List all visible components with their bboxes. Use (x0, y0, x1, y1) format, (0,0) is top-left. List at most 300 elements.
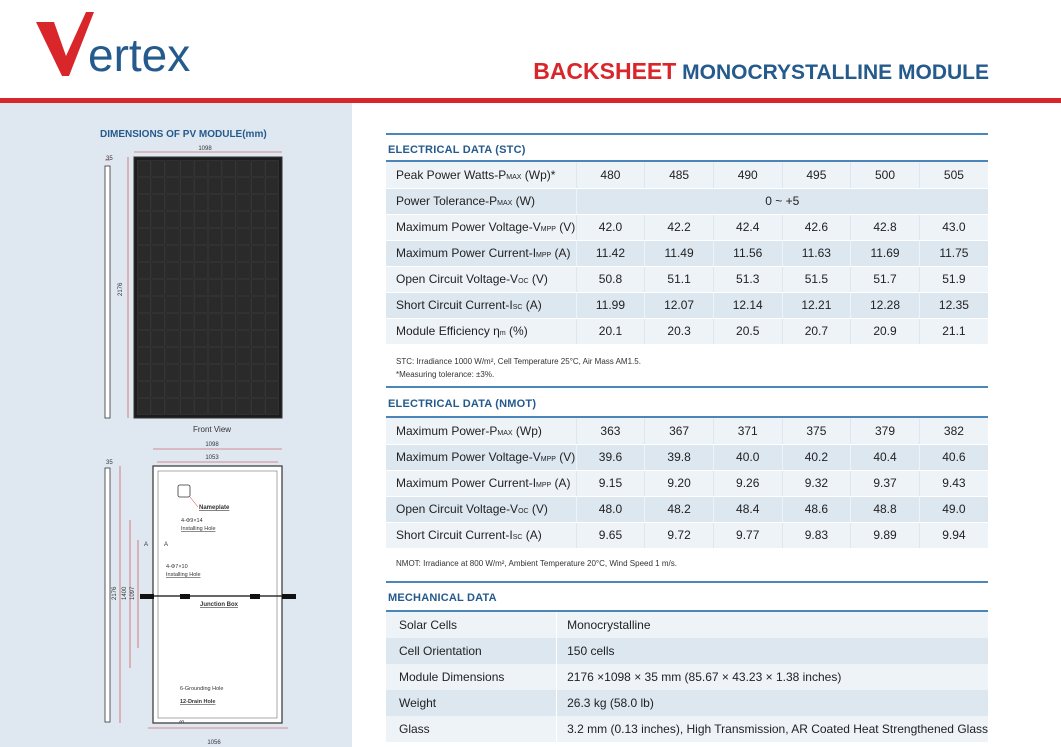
solar-cell (209, 229, 222, 245)
solar-cell (209, 365, 222, 381)
stc-row-label: Module Efficiency ηm (%) (386, 318, 576, 344)
solar-cell (180, 212, 193, 228)
solar-cell (223, 263, 236, 279)
nmot-value-cell: 9.15 (576, 470, 645, 496)
solar-cell (194, 365, 207, 381)
nmot-value-cell: 367 (645, 418, 714, 444)
stc-row (386, 318, 988, 344)
solar-cell (265, 382, 278, 398)
mechanical-value: 26.3 kg (58.0 lb) (557, 690, 988, 716)
mechanical-value: Monocrystalline (557, 612, 988, 638)
solar-cell (237, 195, 250, 211)
stc-value-cell: 42.2 (645, 214, 714, 240)
solar-cell (166, 195, 179, 211)
title-module-type: MONOCRYSTALLINE MODULE (682, 61, 989, 84)
mechanical-label: Weight (386, 690, 557, 716)
solar-cell (237, 297, 250, 313)
stc-value-cell: 42.0 (576, 214, 645, 240)
solar-cell (138, 195, 151, 211)
solar-cell (138, 229, 151, 245)
stc-heading: ELECTRICAL DATA (STC) (388, 144, 526, 156)
stc-value-cell: 11.69 (851, 240, 920, 266)
front-width-label: 1098 (198, 146, 212, 152)
mechanical-row (386, 690, 988, 716)
nmot-value-cell: 40.2 (782, 444, 851, 470)
solar-cell (194, 314, 207, 330)
solar-cell (166, 178, 179, 194)
back-bottom-width-label: 1056 (207, 740, 221, 746)
stc-value-cell: 42.6 (782, 214, 851, 240)
solar-cell (138, 246, 151, 262)
solar-cell (237, 161, 250, 177)
solar-cell (265, 212, 278, 228)
stc-row-label: Short Circuit Current-ISC (A) (386, 292, 576, 318)
installing-hole-1-label: 4-Φ9×14 (181, 518, 203, 524)
stc-value-cell: 495 (782, 162, 851, 188)
front-view (105, 146, 282, 434)
solar-cell (166, 297, 179, 313)
nmot-value-cell: 39.8 (645, 444, 714, 470)
junction-box-label: Junction Box (200, 602, 239, 608)
solar-cell (265, 314, 278, 330)
stc-value-cell: 480 (576, 162, 645, 188)
solar-cell (251, 365, 264, 381)
solar-cell (223, 382, 236, 398)
solar-cell (166, 365, 179, 381)
mechanical-row (386, 612, 988, 638)
nmot-value-cell: 9.65 (576, 522, 645, 548)
mechanical-label: Solar Cells (386, 612, 557, 638)
solar-cell (138, 382, 151, 398)
stc-value-cell: 51.3 (713, 266, 782, 292)
mechanical-table (386, 612, 988, 742)
stc-value-cell: 51.1 (645, 266, 714, 292)
solar-cell (209, 348, 222, 364)
solar-cell (223, 297, 236, 313)
mechanical-row (386, 638, 988, 664)
solar-cell (166, 212, 179, 228)
stc-value-cell: 20.7 (782, 318, 851, 344)
nmot-value-cell: 9.94 (919, 522, 988, 548)
solar-cell (166, 399, 179, 415)
solar-cell (209, 297, 222, 313)
nmot-row (386, 418, 988, 444)
solar-cell (138, 178, 151, 194)
stc-value-cell: 12.07 (645, 292, 714, 318)
solar-cell (251, 161, 264, 177)
back-height-label: 2176 (112, 586, 118, 600)
solar-cell (166, 314, 179, 330)
solar-cell (223, 365, 236, 381)
front-height-label: 2176 (118, 282, 124, 296)
solar-cell (237, 280, 250, 296)
stc-value-cell: 51.7 (851, 266, 920, 292)
nmot-value-cell: 9.37 (851, 470, 920, 496)
solar-cell (265, 280, 278, 296)
solar-cell (265, 365, 278, 381)
front-view-label: Front View (192, 425, 232, 434)
nmot-value-cell: 40.6 (919, 444, 988, 470)
solar-cell (251, 263, 264, 279)
solar-cell (223, 399, 236, 415)
front-thickness-label: 35 (106, 156, 113, 162)
solar-cell (251, 348, 264, 364)
nmot-row (386, 496, 988, 522)
solar-cell (166, 161, 179, 177)
stc-table (386, 162, 988, 345)
solar-cell (152, 331, 165, 347)
mechanical-row (386, 664, 988, 690)
stc-row-label: Maximum Power Current-IMPP (A) (386, 240, 576, 266)
stc-row-label: Peak Power Watts-PMAX (Wp)* (386, 162, 576, 188)
solar-cell (194, 280, 207, 296)
stc-value-cell: 12.35 (919, 292, 988, 318)
stc-value-cell: 12.14 (713, 292, 782, 318)
solar-cell (194, 399, 207, 415)
solar-cell (237, 348, 250, 364)
nmot-value-cell: 39.6 (576, 444, 645, 470)
solar-cell (138, 399, 151, 415)
stc-row (386, 188, 988, 214)
nmot-value-cell: 9.26 (713, 470, 782, 496)
solar-cell (265, 399, 278, 415)
nmot-row (386, 522, 988, 548)
solar-cell (251, 280, 264, 296)
stc-value-cell: 12.28 (851, 292, 920, 318)
solar-cell (138, 348, 151, 364)
stc-value-cell: 20.1 (576, 318, 645, 344)
installing-hole-1-caption: Installing Hole (181, 526, 216, 532)
solar-cell (138, 297, 151, 313)
solar-cell (265, 297, 278, 313)
nmot-row-label: Short Circuit Current-ISC (A) (386, 522, 576, 548)
solar-cell (152, 280, 165, 296)
solar-cell (223, 178, 236, 194)
mechanical-row (386, 716, 988, 742)
nmot-table (386, 418, 988, 549)
vertex-logo (36, 4, 256, 84)
solar-cell (237, 314, 250, 330)
solar-cell (209, 382, 222, 398)
solar-cell (237, 399, 250, 415)
installing-hole-2-label: 4-Φ7×10 (166, 564, 188, 570)
solar-cell (265, 229, 278, 245)
stc-value-cell: 11.75 (919, 240, 988, 266)
solar-cell (166, 246, 179, 262)
solar-cell (237, 263, 250, 279)
nmot-value-cell: 48.8 (851, 496, 920, 522)
solar-cell (265, 246, 278, 262)
nmot-value-cell: 371 (713, 418, 782, 444)
solar-cell (251, 297, 264, 313)
stc-row-label: Power Tolerance-PMAX (W) (386, 188, 576, 214)
stc-value-cell: 51.5 (782, 266, 851, 292)
stc-note-1: STC: Irradiance 1000 W/m², Cell Temperature 25°C, Air Mass AM1.5. (396, 357, 641, 366)
solar-cell (180, 399, 193, 415)
mechanical-value: 2176 ×1098 × 35 mm (85.67 × 43.23 × 1.38 inches) (557, 664, 988, 690)
mechanical-label: Module Dimensions (386, 664, 557, 690)
nmot-value-cell: 379 (851, 418, 920, 444)
solar-cell (223, 246, 236, 262)
solar-cell (265, 348, 278, 364)
solar-cell (237, 331, 250, 347)
solar-cell (237, 382, 250, 398)
nameplate-marker (178, 485, 190, 497)
stc-value-cell: 485 (645, 162, 714, 188)
mechanical-label: Cell Orientation (386, 638, 557, 664)
solar-cell (223, 161, 236, 177)
nmot-top-rule (386, 386, 988, 388)
back-d1-label: 1400 (122, 586, 128, 600)
nmot-note: NMOT: Irradiance at 800 W/m², Ambient Temperature 20°C, Wind Speed 1 m/s. (396, 559, 677, 568)
solar-cell (152, 382, 165, 398)
nmot-value-cell: 48.0 (576, 496, 645, 522)
solar-cell (194, 195, 207, 211)
nmot-row (386, 470, 988, 496)
back-thickness-label: 35 (106, 460, 113, 466)
solar-cell (251, 212, 264, 228)
document-title (533, 58, 989, 85)
solar-cell (209, 178, 222, 194)
stc-value-cell: 11.99 (576, 292, 645, 318)
nmot-value-cell: 363 (576, 418, 645, 444)
solar-cell (180, 297, 193, 313)
label-a-right: A (164, 542, 169, 548)
back-inner-width-label: 1053 (205, 455, 219, 461)
solar-cell (166, 263, 179, 279)
logo-wordmark: ertex (88, 29, 191, 81)
stc-row (386, 240, 988, 266)
stc-value-cell: 11.56 (713, 240, 782, 266)
stc-value-cell: 50.8 (576, 266, 645, 292)
solar-cell (166, 280, 179, 296)
stc-value-cell: 20.9 (851, 318, 920, 344)
stc-row (386, 292, 988, 318)
back-width-label: 1098 (205, 442, 219, 448)
solar-cell (194, 263, 207, 279)
solar-cell (194, 348, 207, 364)
page-header (0, 0, 1061, 104)
nmot-row-label: Maximum Power Voltage-VMPP (V) (386, 444, 576, 470)
solar-cell (138, 365, 151, 381)
nmot-row (386, 444, 988, 470)
nmot-value-cell: 382 (919, 418, 988, 444)
solar-cell (223, 331, 236, 347)
solar-cell (152, 178, 165, 194)
solar-cell (265, 263, 278, 279)
solar-cell (152, 161, 165, 177)
nmot-value-cell: 9.89 (851, 522, 920, 548)
nmot-value-cell: 9.43 (919, 470, 988, 496)
solar-cell (194, 331, 207, 347)
stc-value-cell: 42.8 (851, 214, 920, 240)
solar-cell (265, 178, 278, 194)
solar-cell (237, 246, 250, 262)
installing-hole-2-caption: Installing Hole (166, 572, 201, 578)
grounding-hole-label: 6-Grounding Hole (180, 686, 224, 692)
stc-value-cell: 490 (713, 162, 782, 188)
stc-note-2: *Measuring tolerance: ±3%. (396, 370, 495, 379)
solar-cell (251, 382, 264, 398)
solar-cell (152, 246, 165, 262)
solar-cell (180, 280, 193, 296)
solar-cell (209, 399, 222, 415)
solar-cell (265, 195, 278, 211)
nmot-row-label: Open Circuit Voltage-VOC (V) (386, 496, 576, 522)
nmot-value-cell: 40.4 (851, 444, 920, 470)
solar-cell (223, 314, 236, 330)
solar-cell (180, 229, 193, 245)
solar-cell (152, 195, 165, 211)
solar-cell (223, 280, 236, 296)
solar-cell (209, 195, 222, 211)
solar-cell (265, 161, 278, 177)
solar-cell (251, 178, 264, 194)
solar-cell (251, 399, 264, 415)
stc-value-cell: 11.42 (576, 240, 645, 266)
nmot-value-cell: 9.20 (645, 470, 714, 496)
solar-cell (152, 365, 165, 381)
nmot-value-cell: 48.2 (645, 496, 714, 522)
solar-cell (138, 314, 151, 330)
solar-cell (194, 229, 207, 245)
nmot-value-cell: 375 (782, 418, 851, 444)
stc-value-cell: 500 (851, 162, 920, 188)
mechanical-value: 150 cells (557, 638, 988, 664)
mechanical-label: Glass (386, 716, 557, 742)
solar-cell (223, 195, 236, 211)
solar-cell (180, 314, 193, 330)
label-b: B (180, 719, 186, 724)
stc-value-cell: 11.49 (645, 240, 714, 266)
solar-cell (209, 212, 222, 228)
solar-cell (152, 399, 165, 415)
solar-cell (166, 229, 179, 245)
solar-cell (209, 263, 222, 279)
nmot-value-cell: 48.6 (782, 496, 851, 522)
solar-cell (180, 161, 193, 177)
solar-cell (180, 263, 193, 279)
solar-cell (166, 382, 179, 398)
nmot-row-label: Maximum Power Current-IMPP (A) (386, 470, 576, 496)
solar-cell (265, 331, 278, 347)
nmot-value-cell: 49.0 (919, 496, 988, 522)
solar-cell (194, 246, 207, 262)
solar-cell (209, 161, 222, 177)
solar-cell (251, 246, 264, 262)
solar-cell (166, 331, 179, 347)
solar-cell (194, 297, 207, 313)
solar-cell (209, 314, 222, 330)
nmot-value-cell: 9.77 (713, 522, 782, 548)
nmot-heading: ELECTRICAL DATA (NMOT) (388, 398, 537, 410)
stc-value-cell: 11.63 (782, 240, 851, 266)
stc-value-cell: 20.5 (713, 318, 782, 344)
solar-cell (166, 348, 179, 364)
solar-cell (237, 229, 250, 245)
mechanical-value: 3.2 mm (0.13 inches), High Transmission, AR Coated Heat Strengthened Glass (557, 716, 988, 742)
nameplate-label: Nameplate (199, 505, 230, 511)
title-backsheet: BACKSHEET (533, 58, 677, 84)
stc-row (386, 214, 988, 240)
stc-value-cell: 21.1 (919, 318, 988, 344)
solar-cell (194, 382, 207, 398)
solar-cell (209, 331, 222, 347)
solar-cell (237, 365, 250, 381)
solar-cell (152, 314, 165, 330)
solar-cell (138, 263, 151, 279)
stc-value-cell: 12.21 (782, 292, 851, 318)
solar-cell (194, 178, 207, 194)
solar-cell (223, 348, 236, 364)
nmot-value-cell: 9.83 (782, 522, 851, 548)
stc-value-cell: 43.0 (919, 214, 988, 240)
solar-cell (180, 246, 193, 262)
solar-cell (152, 229, 165, 245)
solar-cell (251, 229, 264, 245)
nmot-row-label: Maximum Power-PMAX (Wp) (386, 418, 576, 444)
dimensions-title: DIMENSIONS OF PV MODULE(mm) (100, 129, 267, 140)
stc-row-label: Maximum Power Voltage-VMPP (V) (386, 214, 576, 240)
stc-row (386, 162, 988, 188)
nmot-value-cell: 9.32 (782, 470, 851, 496)
stc-value-cell: 51.9 (919, 266, 988, 292)
solar-cell (180, 382, 193, 398)
nmot-value-cell: 9.72 (645, 522, 714, 548)
solar-cell (152, 212, 165, 228)
solar-cell (194, 161, 207, 177)
nmot-value-cell: 40.0 (713, 444, 782, 470)
stc-top-rule (386, 133, 988, 135)
mech-top-rule (386, 581, 988, 583)
drain-hole-label: 12-Drain Hole (180, 699, 216, 705)
solar-cell (251, 195, 264, 211)
stc-row-label: Open Circuit Voltage-VOC (V) (386, 266, 576, 292)
solar-cell (152, 297, 165, 313)
solar-cell (138, 212, 151, 228)
solar-cell (152, 263, 165, 279)
stc-value-cell: 505 (919, 162, 988, 188)
solar-cell (209, 246, 222, 262)
solar-cell (138, 331, 151, 347)
solar-cell (194, 212, 207, 228)
solar-cell (180, 365, 193, 381)
solar-cell (180, 331, 193, 347)
nmot-value-cell: 48.4 (713, 496, 782, 522)
mech-heading: MECHANICAL DATA (388, 592, 497, 604)
stc-value-cell: 20.3 (645, 318, 714, 344)
solar-cell (251, 331, 264, 347)
stc-row (386, 266, 988, 292)
solar-cell (180, 178, 193, 194)
solar-cell (237, 178, 250, 194)
dimensions-drawing (0, 103, 352, 747)
solar-cell (138, 161, 151, 177)
stc-value-cell: 42.4 (713, 214, 782, 240)
solar-cell (209, 280, 222, 296)
label-a: A (144, 542, 149, 548)
stc-span-cell: 0 ~ +5 (576, 188, 988, 214)
solar-cell (152, 348, 165, 364)
back-d2-label: 1097 (130, 586, 136, 600)
back-view (105, 442, 296, 746)
solar-cell (180, 195, 193, 211)
solar-cell (223, 212, 236, 228)
solar-cell (251, 314, 264, 330)
solar-cell (138, 280, 151, 296)
solar-cell (180, 348, 193, 364)
solar-cell (223, 229, 236, 245)
